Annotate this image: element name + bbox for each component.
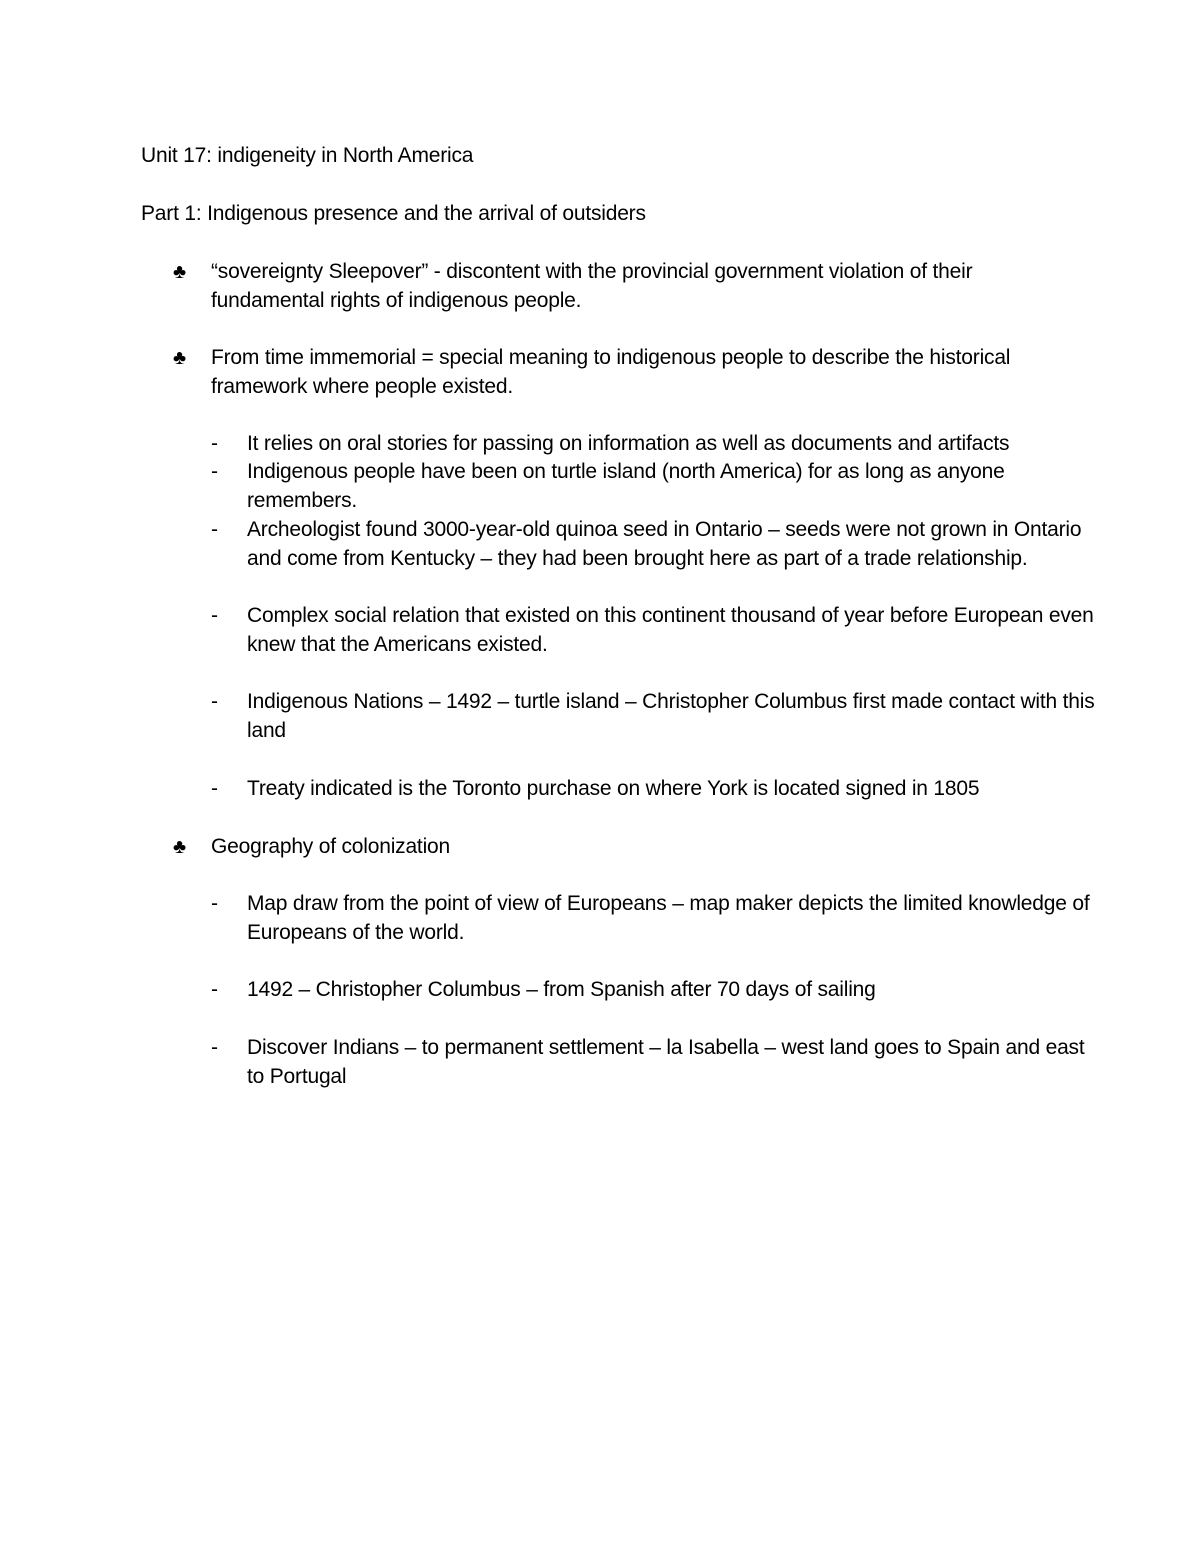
dash-bullet: - <box>211 892 218 915</box>
sub-item-discover-indians: Discover Indians – to permanent settlement – la Isabella – west land goes to Spain and east to Portugal <box>247 1036 1085 1088</box>
sub-item-map: Map draw from the point of view of Europeans – map maker depicts the limited knowledge of Europeans of the world. <box>247 892 1090 944</box>
sub-item-turtle-island: Indigenous people have been on turtle island (north America) for as long as anyone remembers. <box>247 460 1005 512</box>
sub-item-quinoa-seed: Archeologist found 3000-year-old quinoa seed in Ontario – seeds were not grown in Ontario and come from Kentucky – they had been brought here as part of a trade relationship. <box>247 518 1082 570</box>
sub-item-oral-stories: It relies on oral stories for passing on information as well as documents and artifacts <box>247 432 1010 455</box>
document-title: Unit 17: indigeneity in North America <box>141 144 474 167</box>
sub-item-indigenous-nations: Indigenous Nations – 1492 – turtle island – Christopher Columbus first made contact with this land <box>247 690 1095 742</box>
dash-bullet: - <box>211 518 218 541</box>
dash-bullet: - <box>211 978 218 1001</box>
dash-bullet: - <box>211 1036 218 1059</box>
bullet-item-time-immemorial: From time immemorial = special meaning to indigenous people to describe the historical framework where people existed. <box>211 346 1011 398</box>
club-bullet-icon: ♣ <box>173 836 187 858</box>
dash-bullet: - <box>211 432 218 455</box>
club-bullet-icon: ♣ <box>173 347 187 369</box>
dash-bullet: - <box>211 777 218 800</box>
sub-item-treaty: Treaty indicated is the Toronto purchase on where York is located signed in 1805 <box>247 777 980 800</box>
dash-bullet: - <box>211 690 218 713</box>
part-heading: Part 1: Indigenous presence and the arrival of outsiders <box>141 202 646 225</box>
club-bullet-icon: ♣ <box>173 261 187 283</box>
bullet-item-geography: Geography of colonization <box>211 835 450 858</box>
bullet-item-sovereignty: “sovereignty Sleepover” - discontent with the provincial government violation of their fundamental rights of indigenous people. <box>211 260 973 312</box>
sub-item-social-relation: Complex social relation that existed on this continent thousand of year before European even knew that the Americans existed. <box>247 604 1094 656</box>
dash-bullet: - <box>211 460 218 483</box>
dash-bullet: - <box>211 604 218 627</box>
sub-item-columbus-1492: 1492 – Christopher Columbus – from Spanish after 70 days of sailing <box>247 978 876 1001</box>
